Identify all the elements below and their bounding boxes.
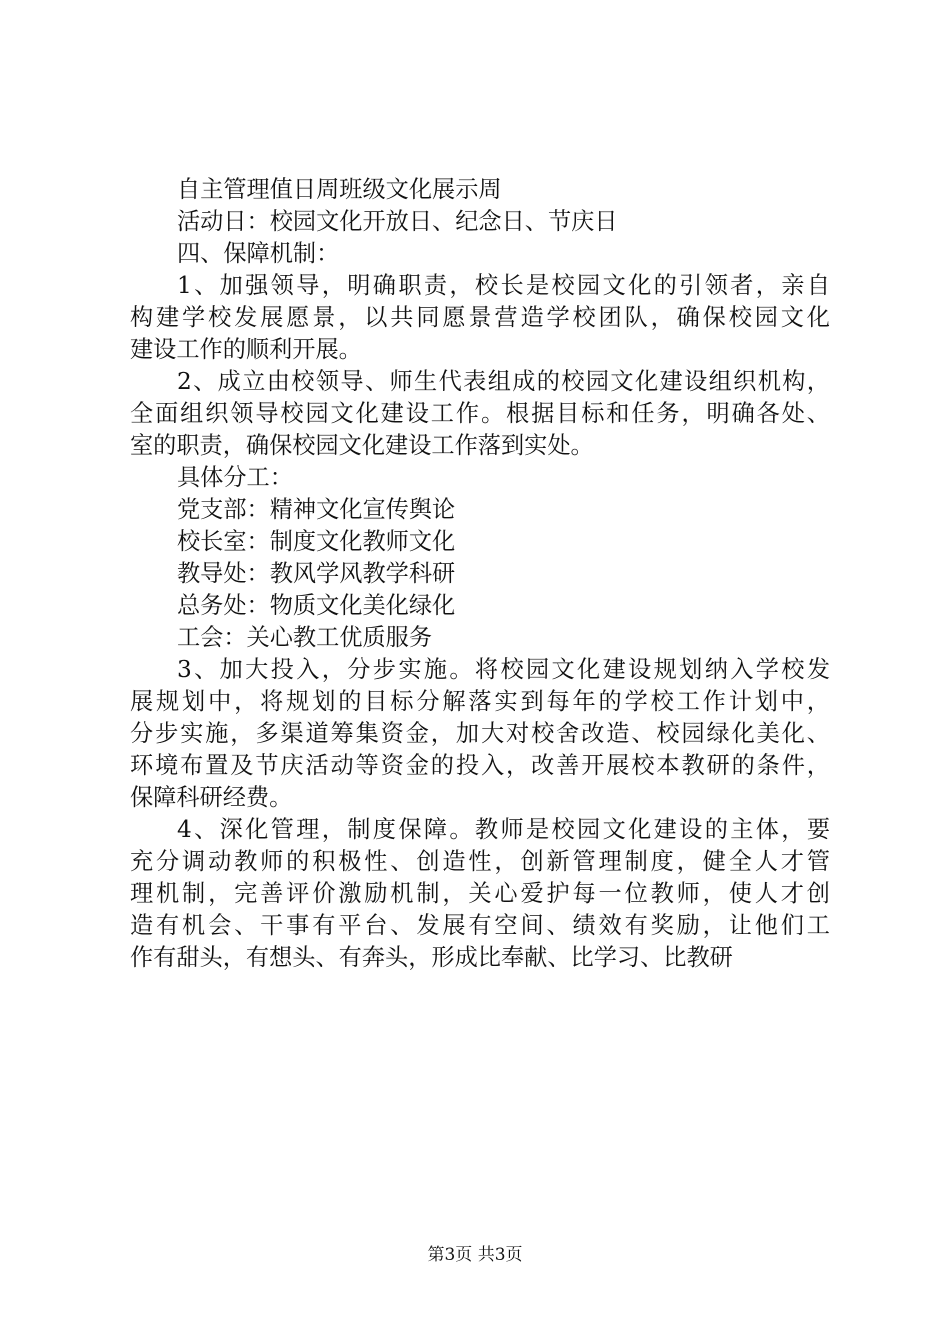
text-line: 充分调动教师的积极性、创造性，创新管理制度，健全人才管 xyxy=(130,848,830,875)
text-line: 自主管理值日周班级文化展示周 xyxy=(177,176,502,203)
text-line: 校长室：制度文化教师文化 xyxy=(177,528,456,555)
text-line: 总务处：物质文化美化绿化 xyxy=(177,592,456,619)
text-line: 造有机会、干事有平台、发展有空间、绩效有奖励，让他们工 xyxy=(130,912,830,939)
text-line: 全面组织领导校园文化建设工作。根据目标和任务，明确各处、 xyxy=(130,400,830,427)
text-line: 教导处：教风学风教学科研 xyxy=(177,560,456,587)
text-line: 活动日：校园文化开放日、纪念日、节庆日 xyxy=(177,208,618,235)
text-line: 3、加大投入，分步实施。将校园文化建设规划纳入学校发 xyxy=(177,656,830,683)
text-line: 工会：关心教工优质服务 xyxy=(177,624,433,651)
page-number-footer: 第3页 共3页 xyxy=(427,1245,523,1265)
text-line: 2、成立由校领导、师生代表组成的校园文化建设组织机构， xyxy=(177,368,830,395)
section-heading: 四、保障机制： xyxy=(177,240,340,267)
document-body xyxy=(130,174,830,974)
text-line: 保障科研经费。 xyxy=(130,784,293,811)
text-line: 构建学校发展愿景，以共同愿景营造学校团队，确保校园文化 xyxy=(130,304,830,331)
text-line: 分步实施，多渠道筹集资金，加大对校舍改造、校园绿化美化、 xyxy=(130,720,830,747)
text-line: 展规划中，将规划的目标分解落实到每年的学校工作计划中， xyxy=(130,688,830,715)
text-line: 理机制，完善评价激励机制，关心爱护每一位教师，使人才创 xyxy=(130,880,830,907)
text-line: 具体分工： xyxy=(177,464,293,491)
text-line: 室的职责，确保校园文化建设工作落到实处。 xyxy=(130,432,594,459)
text-line: 1、加强领导，明确职责，校长是校园文化的引领者，亲自 xyxy=(177,272,830,299)
text-line: 4、深化管理，制度保障。教师是校园文化建设的主体，要 xyxy=(177,816,830,843)
text-line: 党支部：精神文化宣传舆论 xyxy=(177,496,456,523)
text-line: 建设工作的顺利开展。 xyxy=(130,336,362,363)
text-line: 环境布置及节庆活动等资金的投入，改善开展校本教研的条件， xyxy=(130,752,830,779)
text-line: 作有甜头，有想头、有奔头，形成比奉献、比学习、比教研 xyxy=(130,944,733,971)
